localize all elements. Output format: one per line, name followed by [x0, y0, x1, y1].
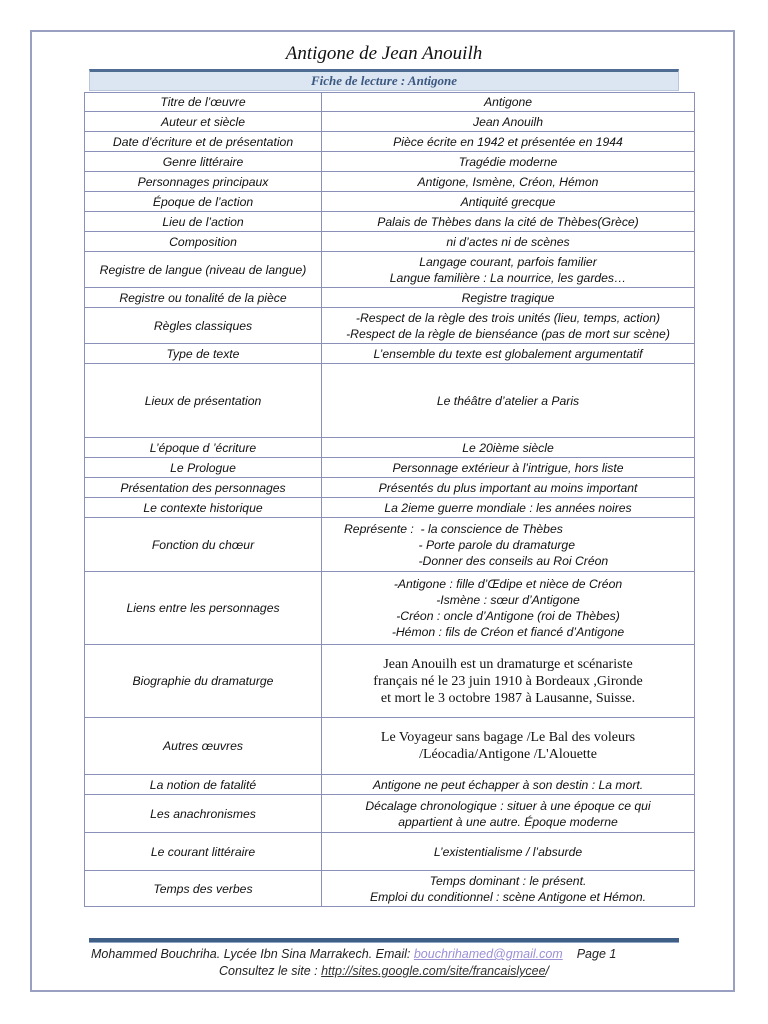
row-label: Lieu de l’action [85, 212, 322, 232]
row-value-line: Décalage chronologique : situer à une époque ce qui [365, 798, 651, 813]
row-value [322, 252, 695, 288]
row-value-line: ni d’actes ni de scènes [446, 234, 570, 249]
row-value [322, 232, 695, 252]
row-label: Composition [85, 232, 322, 252]
row-value-line: -Respect de la règle des trois unités (lieu, temps, action) [355, 310, 661, 325]
row-value-line: /Léocadia/Antigone /L'Alouette [419, 747, 597, 762]
footer-site-suffix: / [545, 964, 550, 978]
row-value [322, 132, 695, 152]
row-value [322, 308, 695, 344]
row-value-line: -Hémon : fils de Créon et fiancé d’Antigone [391, 625, 625, 639]
footer-author-line [91, 947, 691, 961]
row-value-line: Le théâtre d’atelier a Paris [436, 393, 580, 408]
row-label: La notion de fatalité [85, 775, 322, 795]
row-value [322, 364, 695, 438]
row-label: Présentation des personnages [85, 478, 322, 498]
row-value-line: Antigone, Ismène, Créon, Hémon [417, 174, 599, 189]
row-value-line: Le Voyageur sans bagage /Le Bal des voleurs [380, 730, 636, 745]
row-value-line: -Créon : oncle d’Antigone (roi de Thèbes) [396, 609, 620, 623]
table-row [85, 308, 695, 344]
footer-divider [89, 938, 679, 943]
table-row [85, 833, 695, 871]
row-label: Le courant littéraire [85, 833, 322, 871]
row-value [322, 833, 695, 871]
row-value [322, 93, 695, 112]
row-value-line: L’ensemble du texte est globalement argumentatif [373, 346, 643, 361]
table-row [85, 112, 695, 132]
row-label: Règles classiques [85, 308, 322, 344]
row-value-line: Langage courant, parfois familier [419, 254, 597, 269]
row-value [322, 572, 695, 645]
row-label: Personnages principaux [85, 172, 322, 192]
row-label: Le Prologue [85, 458, 322, 478]
page-number: Page 1 [576, 947, 617, 961]
row-value [322, 152, 695, 172]
table-row [85, 795, 695, 833]
row-value [322, 498, 695, 518]
row-value [322, 775, 695, 795]
row-value-line: - Porte parole du dramaturge [344, 537, 575, 552]
row-value-line: Tragédie moderne [458, 154, 558, 169]
table-row [85, 132, 695, 152]
row-value-line: -Antigone : fille d’Œdipe et nièce de Créon [393, 577, 623, 591]
row-value-line: La 2ieme guerre mondiale : les années noires [384, 500, 632, 515]
row-label: L’époque d ’écriture [85, 438, 322, 458]
row-label: Les anachronismes [85, 795, 322, 833]
table-row [85, 438, 695, 458]
row-label: Registre ou tonalité de la pièce [85, 288, 322, 308]
table-row [85, 775, 695, 795]
row-label: Auteur et siècle [85, 112, 322, 132]
row-label: Genre littéraire [85, 152, 322, 172]
row-label: Temps des verbes [85, 871, 322, 907]
row-value-line: Le 20ième siècle [462, 440, 554, 455]
row-label: Lieux de présentation [85, 364, 322, 438]
row-value-line: Représente : - la conscience de Thèbes [344, 521, 563, 536]
table-row [85, 718, 695, 775]
row-value [322, 458, 695, 478]
site-link[interactable]: http://sites.google.com/site/francaislycee [321, 964, 546, 978]
reading-sheet-table [84, 92, 695, 907]
table-row [85, 232, 695, 252]
row-value [322, 212, 695, 232]
row-value-line: Antiquité grecque [460, 194, 556, 209]
row-value-line: Pièce écrite en 1942 et présentée en 1944 [393, 134, 623, 149]
row-value-line: Registre tragique [461, 290, 555, 305]
row-value [322, 518, 695, 572]
row-value [322, 192, 695, 212]
subtitle-banner: Fiche de lecture : Antigone [89, 69, 679, 91]
row-label: Fonction du chœur [85, 518, 322, 572]
row-label: Biographie du dramaturge [85, 645, 322, 718]
row-value-line: Temps dominant : le présent. [429, 873, 587, 888]
row-value [322, 112, 695, 132]
table-row [85, 288, 695, 308]
row-value-line: Antigone [483, 95, 533, 109]
footer-site-line [0, 964, 768, 978]
row-value-line: appartient à une autre. Époque moderne [398, 814, 618, 829]
table-row [85, 252, 695, 288]
row-label: Le contexte historique [85, 498, 322, 518]
row-value-line: L’existentialisme / l’absurde [433, 844, 583, 859]
row-value [322, 718, 695, 775]
row-label: Titre de l’œuvre [85, 93, 322, 112]
row-value-line: Présentés du plus important au moins important [378, 480, 638, 495]
row-value-line: Personnage extérieur à l’intrigue, hors liste [392, 460, 624, 475]
row-label: Autres œuvres [85, 718, 322, 775]
row-label: Liens entre les personnages [85, 572, 322, 645]
row-value-line: Antigone ne peut échapper à son destin : La mort. [372, 777, 644, 792]
row-value [322, 871, 695, 907]
row-value [322, 645, 695, 718]
row-value-line: Emploi du conditionnel : scène Antigone et Hémon. [370, 889, 646, 904]
row-label: Registre de langue (niveau de langue) [85, 252, 322, 288]
row-value [322, 172, 695, 192]
table-row [85, 458, 695, 478]
row-value [322, 795, 695, 833]
table-row [85, 192, 695, 212]
row-value [322, 344, 695, 364]
footer-author-text: Mohammed Bouchriha. Lycée Ibn Sina Marrakech. Email: [91, 947, 414, 961]
row-value-line: Jean Anouilh [472, 114, 544, 129]
table-row [85, 212, 695, 232]
footer-site-prefix: Consultez le site : [218, 964, 322, 978]
row-label: Type de texte [85, 344, 322, 364]
table-row [85, 364, 695, 438]
row-value [322, 438, 695, 458]
table-row [85, 645, 695, 718]
row-value [322, 288, 695, 308]
row-value-line: -Ismène : sœur d’Antigone [436, 593, 580, 607]
table-row [85, 572, 695, 645]
row-value-line: français né le 23 juin 1910 à Bordeaux ,Gironde [373, 673, 643, 689]
table-row [85, 93, 695, 112]
table-row [85, 172, 695, 192]
table-row [85, 518, 695, 572]
table-row [85, 152, 695, 172]
row-label: Époque de l’action [85, 192, 322, 212]
table-row [85, 871, 695, 907]
row-value [322, 478, 695, 498]
table-row [85, 344, 695, 364]
row-label: Date d’écriture et de présentation [85, 132, 322, 152]
table-row [85, 498, 695, 518]
row-value-line: et mort le 3 octobre 1987 à Lausanne, Suisse. [380, 690, 636, 706]
row-value-line: Langue familière : La nourrice, les gardes… [389, 270, 627, 285]
email-link[interactable]: bouchrihamed@gmail.com [413, 947, 563, 961]
document-title: Antigone de Jean Anouilh [285, 43, 483, 64]
table-row [85, 478, 695, 498]
row-value-line: -Respect de la règle de bienséance (pas de mort sur scène) [346, 326, 670, 341]
row-value-line: Jean Anouilh est un dramaturge et scénariste [383, 656, 633, 672]
row-value-line: Palais de Thèbes dans la cité de Thèbes(Grèce) [377, 214, 639, 229]
row-value-line: -Donner des conseils au Roi Créon [344, 553, 609, 568]
